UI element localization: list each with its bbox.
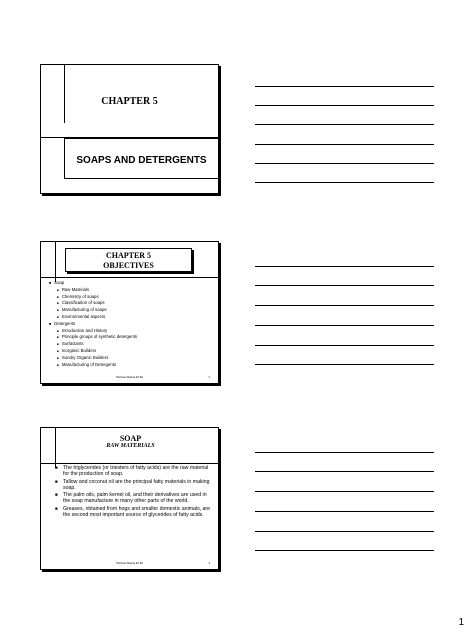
decor-line [55, 428, 56, 468]
objectives-list [49, 280, 137, 368]
list-item: ■ Principle groups of synthetic detergents [49, 334, 137, 341]
decor-line [64, 65, 65, 123]
list-item: ■ Detergents [49, 321, 137, 328]
slide-number: 2 [208, 376, 210, 379]
slide-subtitle: RAW MATERIALS [106, 443, 155, 449]
list-item: ■ Soap [49, 280, 137, 287]
slide-2 [40, 241, 219, 384]
list-item: ■ Greases, obtained from hogs and smaller domestic animals, are the second most important source of glycerides of fatty acids. [55, 506, 215, 518]
decor-line [41, 277, 218, 278]
slide-footer: P.Hristov Marina ET-99 [116, 562, 143, 565]
decor-line [41, 463, 218, 464]
slide-header [65, 434, 196, 459]
list-item: ■ Raw Materials [49, 287, 137, 294]
slide-title-line: CHAPTER 5 [105, 251, 152, 260]
list-item: ■ Tallow and coconut oil are the principal fatty materials in making soap. [55, 479, 215, 491]
list-item: ■ Manufacturing of soaps [49, 307, 137, 314]
list-item: ■ Environmental aspects [49, 314, 137, 321]
list-item: ■ The palm oils, palm kernel oil, and their derivatives are used in the soap manufacture in many other parts of the world. [55, 492, 215, 504]
slide-number: 3 [208, 562, 210, 565]
list-item: ■ Introduction and History [49, 328, 137, 335]
bullet-list [55, 465, 215, 520]
slide-1 [40, 64, 219, 194]
list-item: ■ Manufacturing of Detergents [49, 362, 137, 369]
list-item: ■ The triglycerides (or triesters of fatty acids) are the raw material for the production of soap. [55, 465, 215, 477]
slide-title-line: OBJECTIVES [103, 261, 154, 270]
list-item: ■ Surfactants [49, 341, 137, 348]
slide-footer: P.Hristov Marina ET-99 [116, 376, 143, 379]
list-item: ■ Classification of soaps [49, 300, 137, 307]
slide-title: SOAP [119, 434, 142, 443]
slide-title [65, 248, 192, 272]
page-number: 1 [458, 617, 464, 628]
slide-title: CHAPTER 5 [101, 96, 158, 107]
list-item: ■ Chemistry of soaps [49, 294, 137, 301]
slide-subtitle: SOAPS AND DETERGENTS [76, 155, 207, 166]
slide-3 [40, 427, 219, 570]
decor-line [55, 242, 56, 282]
list-item: ■ Inorganic Builders [49, 348, 137, 355]
list-item: ■ Sundry Organic Builders [49, 355, 137, 362]
